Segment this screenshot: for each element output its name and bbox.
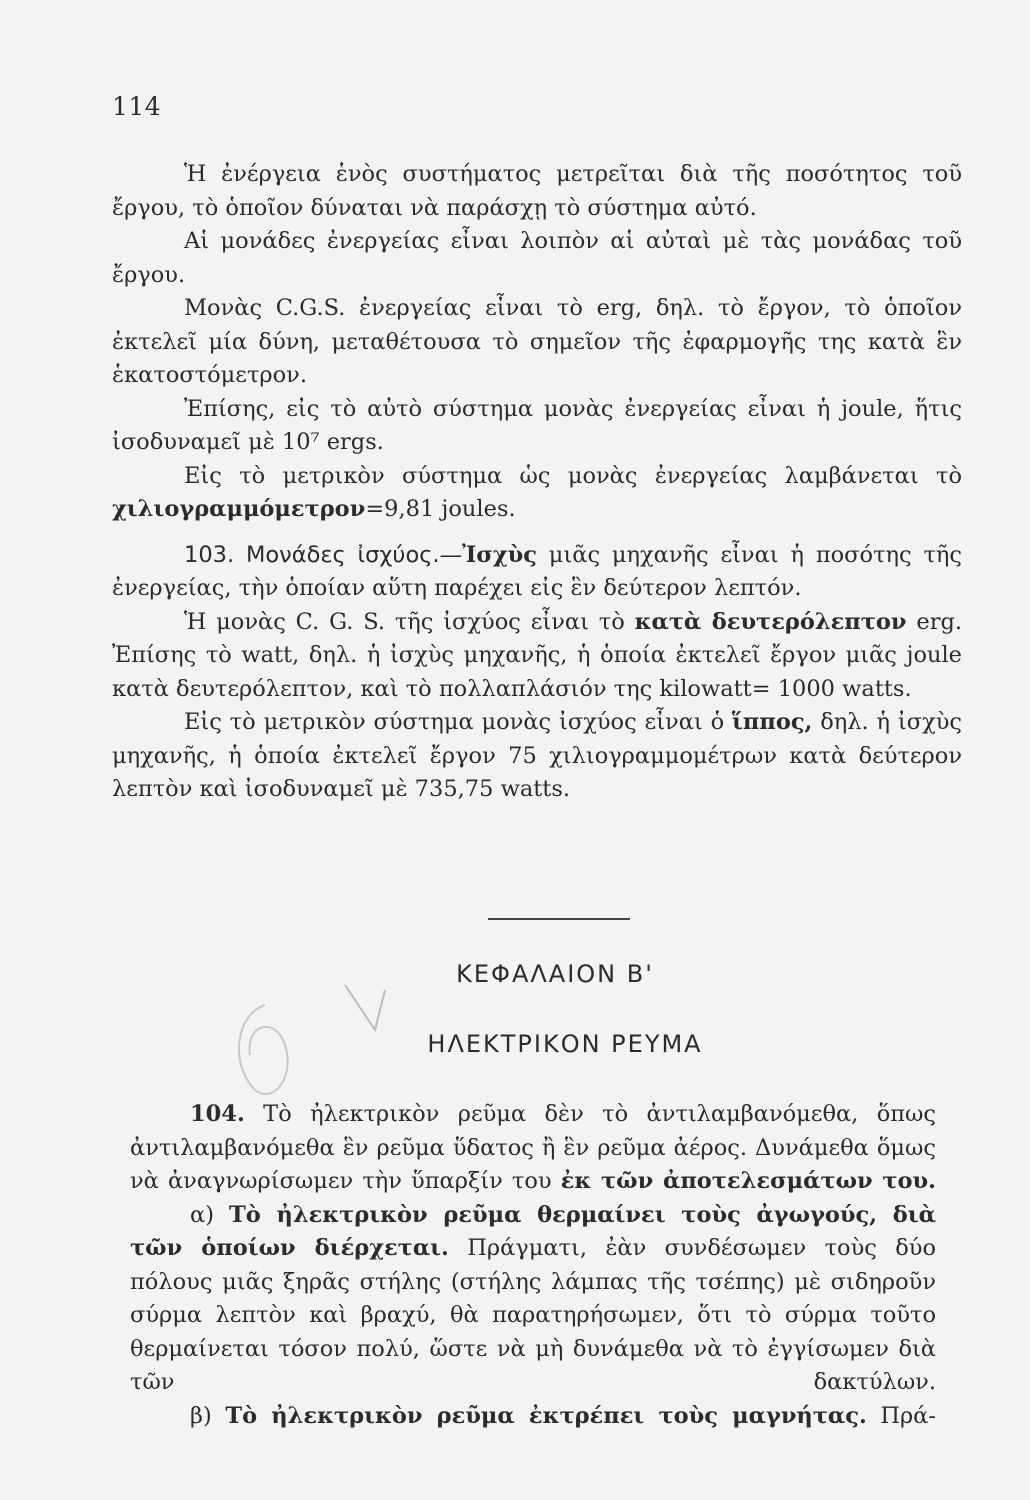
dash: — <box>439 541 463 568</box>
paragraph-energy-units <box>112 225 962 292</box>
section-title: Μονάδες ἰσχύος. <box>245 541 440 568</box>
paragraph-text: Μονὰς C.G.S. ἐνεργείας εἶναι τὸ erg, δηλ. τὸ ἔργον, τὸ ὁποῖον ἐκτελεῖ μία δύνη, μεταθέτουσα τὸ σημεῖον τῆς ἐφαρμογῆς της κατὰ ἓν ἑκατοστόμετρον. <box>112 295 962 388</box>
heading-heating: Τὸ ἠλεκτρικὸν ρεῦμα θερμαίνει τοὺς ἀγωγούς, διὰ τῶν ὁποίων διέρχεται. <box>130 1201 937 1261</box>
paragraph-joule <box>112 393 962 460</box>
paragraph-text: Ἡ μονὰς C. G. S. τῆς ἰσχύος εἶναι τὸ <box>184 608 635 635</box>
paragraph-text: Εἰς τὸ μετρικὸν σύστημα μονὰς ἰσχύος εἶναι ὁ <box>184 709 732 735</box>
paragraph-cgs-power <box>112 606 962 707</box>
body-text <box>112 158 962 807</box>
term-kilogrammeter: χιλιογραμμόμετρον <box>112 496 366 522</box>
term-horse: ἵππος, <box>732 709 813 735</box>
term-power: Ἰσχὺς <box>462 541 537 568</box>
section-number: 104. <box>190 1101 245 1127</box>
section-103 <box>112 539 962 606</box>
chapter-label: ΚΕΦΑΛΑΙΟΝ Β' <box>456 960 654 988</box>
list-label: β) <box>190 1402 226 1429</box>
page-number: 114 <box>112 92 162 121</box>
paragraph-text: Τὸ ἠλεκτρικὸν ρεῦμα δὲν τὸ ἀντιλαμβανόμεθα, ὅπως ἀντιλαμβανόμεθα ἓν ρεῦμα ὕδατος ἢ ἓν ρεῦμα ἀέρος. Δυνάμεθα ὅμως νὰ ἀναγνωρίσωμεν τὴν ὕπαρξίν του <box>130 1101 936 1194</box>
paragraph-text: Ἐπίσης, εἰς τὸ αὐτὸ σύστημα μονὰς ἐνεργείας εἶναι ἡ joule, ἥτις ἰσοδυναμεῖ μὲ 10⁷ ergs. <box>112 395 962 455</box>
paragraph-text: δηλ. ἡ ἰσχὺς μηχανῆς, ἡ ὁποία ἐκτελεῖ ἔργον 75 χιλιογραμμομέτρων κατὰ δεύτερον λεπτὸν καὶ ἰσοδυναμεῖ μὲ 735,75 watts. <box>112 709 962 802</box>
chapter-body <box>130 1098 936 1433</box>
paragraph-text: =9,81 joules. <box>365 496 516 522</box>
chapter-title: ΗΛΕΚΤΡΙΚΟΝ ΡΕΥΜΑ <box>427 1030 703 1058</box>
paragraph-text: Πρά- <box>866 1402 936 1429</box>
list-label: α) <box>190 1201 230 1228</box>
paragraph-horsepower <box>112 706 962 807</box>
paragraph-heating-effect <box>130 1199 936 1400</box>
section-number: 103. <box>184 541 235 568</box>
paragraph-text: μιᾶς μηχανῆς εἶναι ἡ ποσότης τῆς ἐνεργείας, τὴν ὁποίαν αὕτη παρέχει εἰς ἓν δεύτερον λεπτόν. <box>112 541 962 601</box>
paragraph-energy-definition <box>112 158 962 225</box>
section-divider <box>488 918 630 920</box>
paragraph-text: Αἱ μονάδες ἐνεργείας εἶναι λοιπὸν αἱ αὐταὶ μὲ τὰς μονάδας τοῦ ἔργου. <box>112 228 962 288</box>
heading-magnetic: Τὸ ἠλεκτρικὸν ρεῦμα ἐκτρέπει τοὺς μαγνήτας. <box>225 1402 867 1429</box>
paragraph-text: Ἡ ἐνέργεια ἑνὸς συστήματος μετρεῖται διὰ τῆς ποσότητος τοῦ ἔργου, τὸ ὁποῖον δύναται νὰ παράσχῃ τὸ σύστημα αὐτό. <box>112 161 962 221</box>
paragraph-text: Πράγματι, ἐὰν συνδέσωμεν τοὺς δύο πόλους μιᾶς ξηρᾶς στήλης (στήλης λάμπας τῆς τσέπης) μὲ σιδηροῦν σύρμα λεπτὸν καὶ βραχύ, θὰ παρατηρήσωμεν, ὅτι τὸ σύρμα τοῦτο θερμαίνεται τόσον πολύ, ὥστε νὰ μὴ δυνάμεθα νὰ τὸ ἐγγίσωμεν διὰ τῶν δακτύλων. <box>130 1235 937 1395</box>
term-effects: ἐκ τῶν ἀποτελεσμάτων του. <box>560 1168 936 1194</box>
section-104 <box>130 1098 936 1199</box>
paragraph-magnetic-effect <box>130 1400 936 1434</box>
paragraph-text: erg. Ἐπίσης τὸ watt, δηλ. ἡ ἰσχὺς μηχανῆς, ἡ ὁποία ἐκτελεῖ ἔργον μιᾶς joule κατὰ δευτερόλεπτον, καὶ τὸ πολλαπλάσιόν της kilowatt= 1000 watts. <box>112 608 963 702</box>
paragraph-metric-energy <box>112 460 962 527</box>
paragraph-text: Εἰς τὸ μετρικὸν σύστημα ὡς μονὰς ἐνεργείας λαμβάνεται τὸ <box>184 462 962 489</box>
term-per-second: κατὰ δευτερόλεπτον <box>634 608 907 635</box>
paragraph-cgs-erg <box>112 292 962 393</box>
